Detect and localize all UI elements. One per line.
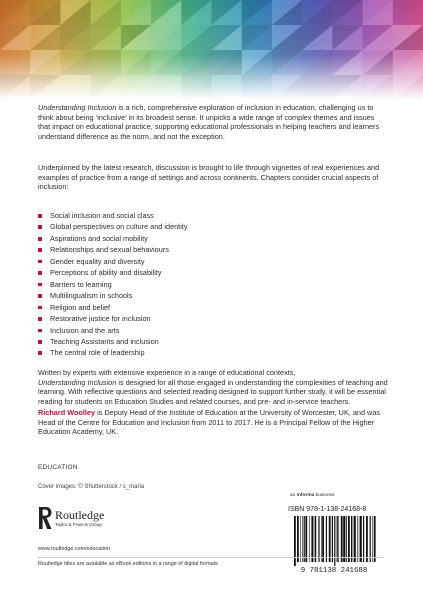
publisher-logo	[38, 507, 138, 535]
author-bio	[38, 408, 388, 437]
audience-lead: Written by experts with extensive experience in a range of educational contexts,	[38, 368, 296, 377]
topic-item: Religion and belief	[38, 302, 338, 313]
ebook-availability-note: Routledge titles are available as eBook editions in a range of digital formats	[38, 561, 218, 567]
book-title-italic: Understanding Inclusion	[38, 103, 117, 112]
subject-category: EDUCATION	[38, 464, 78, 471]
routledge-r-icon	[38, 507, 52, 529]
cover-image-credit: Cover images: © Shutterstock / s_maria	[38, 484, 145, 490]
publisher-url: www.routledge.com/education	[38, 546, 110, 552]
topic-item: Barriers to learning	[38, 279, 338, 290]
author-name: Richard Woolley	[38, 408, 96, 417]
publisher-name: Routledge	[55, 508, 105, 522]
topic-item: Inclusion and the arts	[38, 325, 338, 336]
topic-item: Perceptions of ability and disability	[38, 267, 338, 278]
topic-item: Gender equality and diversity	[38, 256, 338, 267]
research-paragraph: Underpinned by the latest research, discussion is brought to life through vignettes of real experiences and examples of practice from a range of settings and across continents. Chapters consider crucial aspects of inclusion:	[38, 163, 380, 192]
topic-item: The central role of leadership	[38, 347, 338, 358]
footer-divider	[38, 557, 384, 558]
audience-paragraph	[38, 368, 388, 406]
isbn-number: ISBN 978-1-138-24168-8	[288, 506, 367, 513]
informa-brand: informa	[296, 493, 315, 498]
audience-text: is designed for all those engaged in understanding the complexities of teaching and learning. With reflective questions and selected reading designed to support further study, it will be essential reading for students on Education Studies and related courses, and pre- and in-service teachers.	[38, 377, 388, 406]
topic-item: Teaching Assistants and inclusion	[38, 336, 338, 347]
topics-list	[38, 210, 338, 359]
publisher-group: Taylor & Francis Group	[55, 522, 102, 527]
topic-item: Global perspectives on culture and identity	[38, 221, 338, 232]
barcode	[288, 516, 380, 574]
informa-business-tag: an informa business	[290, 493, 335, 498]
intro-paragraph	[38, 103, 388, 141]
topic-item: Restorative justice for inclusion	[38, 313, 338, 324]
topic-item: Relationships and sexual behaviours	[38, 244, 338, 255]
barcode-digits: 9 781138 241688	[300, 567, 368, 574]
topic-item: Social inclusion and social class	[38, 210, 338, 221]
intro-text: is a rich, comprehensive exploration of inclusion in education, challenging us to think about being ‘inclusive’ in its broadest sense. It unpicks a wide range of complex themes and issues that impact on educational practice, supporting educational professionals in helping teachers and learners understand difference as the norm, and not the exception.	[38, 103, 380, 141]
topic-item: Multilingualism in schools	[38, 290, 338, 301]
topic-item: Aspirations and social mobility	[38, 233, 338, 244]
book-title-italic: Understanding Inclusion	[38, 377, 117, 387]
author-bio-text: is Deputy Head of the Institute of Education at the University of Worcester, UK, and was Head of the Centre for Education and Inclusion from 2011 to 2017. He is a Principal Fellow of the Higher Education Academy, UK.	[38, 408, 381, 437]
cover-art-mosaic	[0, 0, 423, 100]
